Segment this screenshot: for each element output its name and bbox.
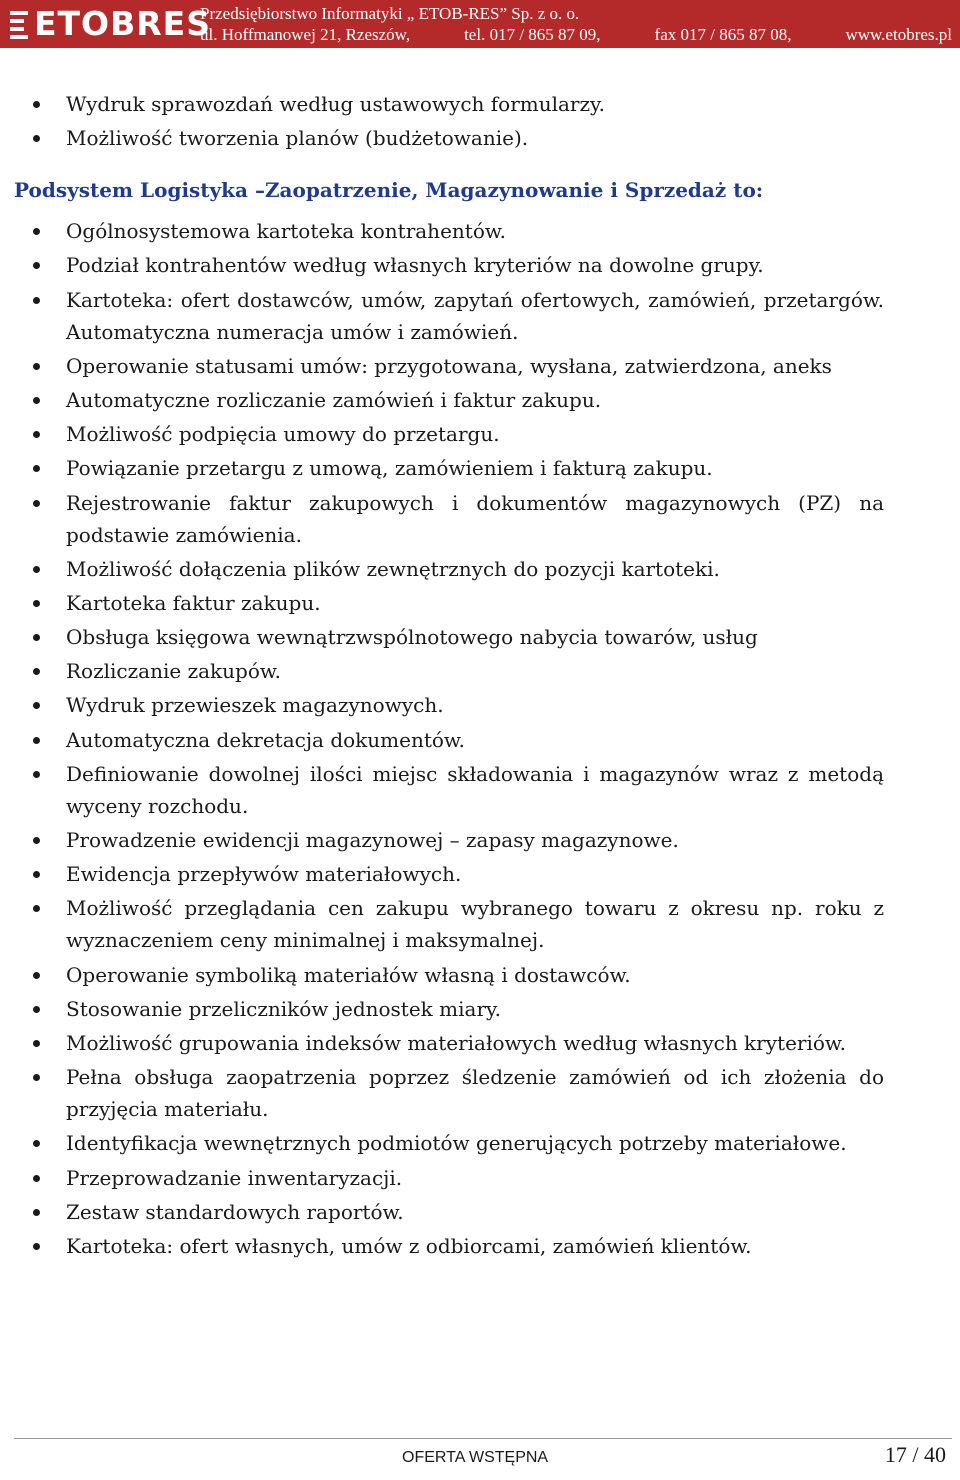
list-item-text: Wydruk sprawozdań według ustawowych formularzy. — [66, 92, 606, 116]
list-item — [0, 249, 884, 281]
list-item — [0, 587, 884, 619]
company-address: ul. Hoffmanowej 21, Rzeszów, — [200, 25, 411, 44]
list-item-text: Zestaw standardowych raportów. — [66, 1199, 404, 1224]
page-number: 17 / 40 — [884, 1442, 946, 1467]
list-item — [0, 487, 884, 551]
list-item-text: Powiązanie przetargu z umową, zamówieniem i fakturą zakupu. — [66, 456, 713, 481]
bullet-icon — [33, 905, 40, 912]
bullet-icon — [33, 101, 40, 108]
list-item — [0, 1230, 884, 1262]
company-fax: fax 017 / 865 87 08, — [654, 25, 792, 44]
list-item — [0, 553, 884, 585]
list-item — [0, 824, 884, 856]
list-item-text: Kartoteka: ofert własnych, umów z odbiorcami, zamówień klientów. — [66, 1233, 752, 1258]
bullet-list-top — [0, 88, 960, 154]
company-name: Przedsiębiorstwo Informatyki „ ETOB-RES” Sp. z o. o. — [200, 4, 580, 23]
bullet-icon — [33, 397, 40, 404]
bullet-icon — [33, 1140, 40, 1147]
bullet-icon — [33, 1040, 40, 1047]
footer-title: OFERTA WSTĘPNA — [402, 1449, 549, 1466]
company-contact — [200, 3, 952, 45]
list-item — [0, 1027, 884, 1059]
bullet-icon — [33, 702, 40, 709]
list-item — [0, 1162, 884, 1194]
list-item — [0, 758, 884, 822]
list-item — [0, 384, 884, 416]
list-item-text: Ewidencja przepływów materiałowych. — [66, 862, 462, 887]
list-item-text: Kartoteka: ofert dostawców, umów, zapytań ofertowych, zamówień, przetargów. Automatyczna numeracja umów i zamówień. — [66, 287, 884, 344]
list-item — [0, 892, 884, 956]
bullet-icon — [33, 135, 40, 142]
list-item-text: Rejestrowanie faktur zakupowych i dokumentów magazynowych (PZ) na podstawie zamówienia. — [66, 490, 884, 547]
bullet-icon — [33, 668, 40, 675]
list-item-text: Wydruk przewieszek magazynowych. — [66, 693, 444, 718]
list-item — [0, 1061, 884, 1125]
list-item — [0, 452, 884, 484]
bullet-icon — [33, 600, 40, 607]
bullet-icon — [33, 634, 40, 641]
list-item — [0, 621, 884, 653]
list-item-text: Możliwość dołączenia plików zewnętrznych do pozycji kartoteki. — [66, 556, 720, 581]
bullet-icon — [33, 1175, 40, 1182]
logo-wordmark: ETOBRES — [34, 4, 211, 43]
bullet-icon — [33, 1243, 40, 1250]
bullet-icon — [33, 837, 40, 844]
section-heading: Podsystem Logistyka –Zaopatrzenie, Magazynowanie i Sprzedaż to: — [14, 178, 764, 203]
bullet-icon — [33, 363, 40, 370]
list-item-text: Ogólnosystemowa kartoteka kontrahentów. — [66, 219, 506, 244]
bullet-icon — [33, 1074, 40, 1081]
bullet-icon — [33, 465, 40, 472]
bullet-icon — [33, 771, 40, 778]
list-item-text: Możliwość przeglądania cen zakupu wybranego towaru z okresu np. roku z wyznaczeniem ceny minimalnej i maksymalnej. — [66, 896, 884, 953]
list-item — [0, 1196, 884, 1228]
list-item-text: Rozliczanie zakupów. — [66, 659, 281, 684]
list-item — [0, 215, 884, 247]
bullet-list-features — [0, 215, 960, 1262]
list-item — [0, 350, 884, 382]
bullet-icon — [33, 297, 40, 304]
page-header — [0, 0, 960, 48]
bullet-icon — [33, 871, 40, 878]
list-item — [0, 1127, 884, 1159]
list-item — [0, 122, 884, 154]
bullet-icon — [33, 737, 40, 744]
list-item — [0, 88, 884, 120]
bullet-icon — [33, 500, 40, 507]
company-logo — [10, 3, 211, 45]
bullet-icon — [33, 431, 40, 438]
list-item-text: Pełna obsługa zaopatrzenia poprzez śledzenie zamówień od ich złożenia do przyjęcia materiału. — [66, 1065, 884, 1122]
list-item — [0, 959, 884, 991]
footer-divider — [14, 1438, 952, 1439]
list-item-text: Automatyczne rozliczanie zamówień i faktur zakupu. — [66, 387, 602, 412]
bullet-icon — [33, 228, 40, 235]
list-item — [0, 993, 884, 1025]
contact-line — [200, 24, 952, 45]
company-website: www.etobres.pl — [845, 25, 952, 44]
list-item — [0, 724, 884, 756]
bullet-icon — [33, 1209, 40, 1216]
list-item-text: Operowanie symboliką materiałów własną i dostawców. — [66, 962, 631, 987]
list-item-text: Możliwość podpięcia umowy do przetargu. — [66, 422, 500, 447]
list-item-text: Operowanie statusami umów: przygotowana, wysłana, zatwierdzona, aneks — [66, 353, 832, 378]
company-phone: tel. 017 / 865 87 09, — [464, 25, 601, 44]
list-item — [0, 418, 884, 450]
list-item-text: Podział kontrahentów według własnych kryteriów na dowolne grupy. — [66, 253, 764, 278]
list-item — [0, 858, 884, 890]
list-item-text: Obsługa księgowa wewnątrzwspólnotowego nabycia towarów, usług — [66, 625, 758, 650]
logo-stripes-icon — [10, 9, 32, 39]
list-item-text: Kartoteka faktur zakupu. — [66, 590, 321, 615]
bullet-icon — [33, 1006, 40, 1013]
list-item-text: Automatyczna dekretacja dokumentów. — [66, 727, 466, 752]
list-item-text: Możliwość tworzenia planów (budżetowanie). — [66, 126, 529, 151]
list-item-text: Identyfikacja wewnętrznych podmiotów generujących potrzeby materiałowe. — [66, 1131, 847, 1156]
list-item-text: Przeprowadzanie inwentaryzacji. — [66, 1165, 403, 1190]
list-item-text: Definiowanie dowolnej ilości miejsc składowania i magazynów wraz z metodą wyceny rozchodu. — [66, 761, 884, 818]
list-item — [0, 655, 884, 687]
list-item — [0, 284, 884, 348]
list-item — [0, 689, 884, 721]
list-item-text: Możliwość grupowania indeksów materiałowych według własnych kryteriów. — [66, 1030, 847, 1055]
document-body — [0, 88, 960, 1264]
list-item-text: Stosowanie przeliczników jednostek miary. — [66, 996, 501, 1021]
page-footer — [0, 1438, 960, 1480]
bullet-icon — [33, 566, 40, 573]
list-item-text: Prowadzenie ewidencji magazynowej – zapasy magazynowe. — [66, 828, 679, 852]
bullet-icon — [33, 972, 40, 979]
bullet-icon — [33, 262, 40, 269]
